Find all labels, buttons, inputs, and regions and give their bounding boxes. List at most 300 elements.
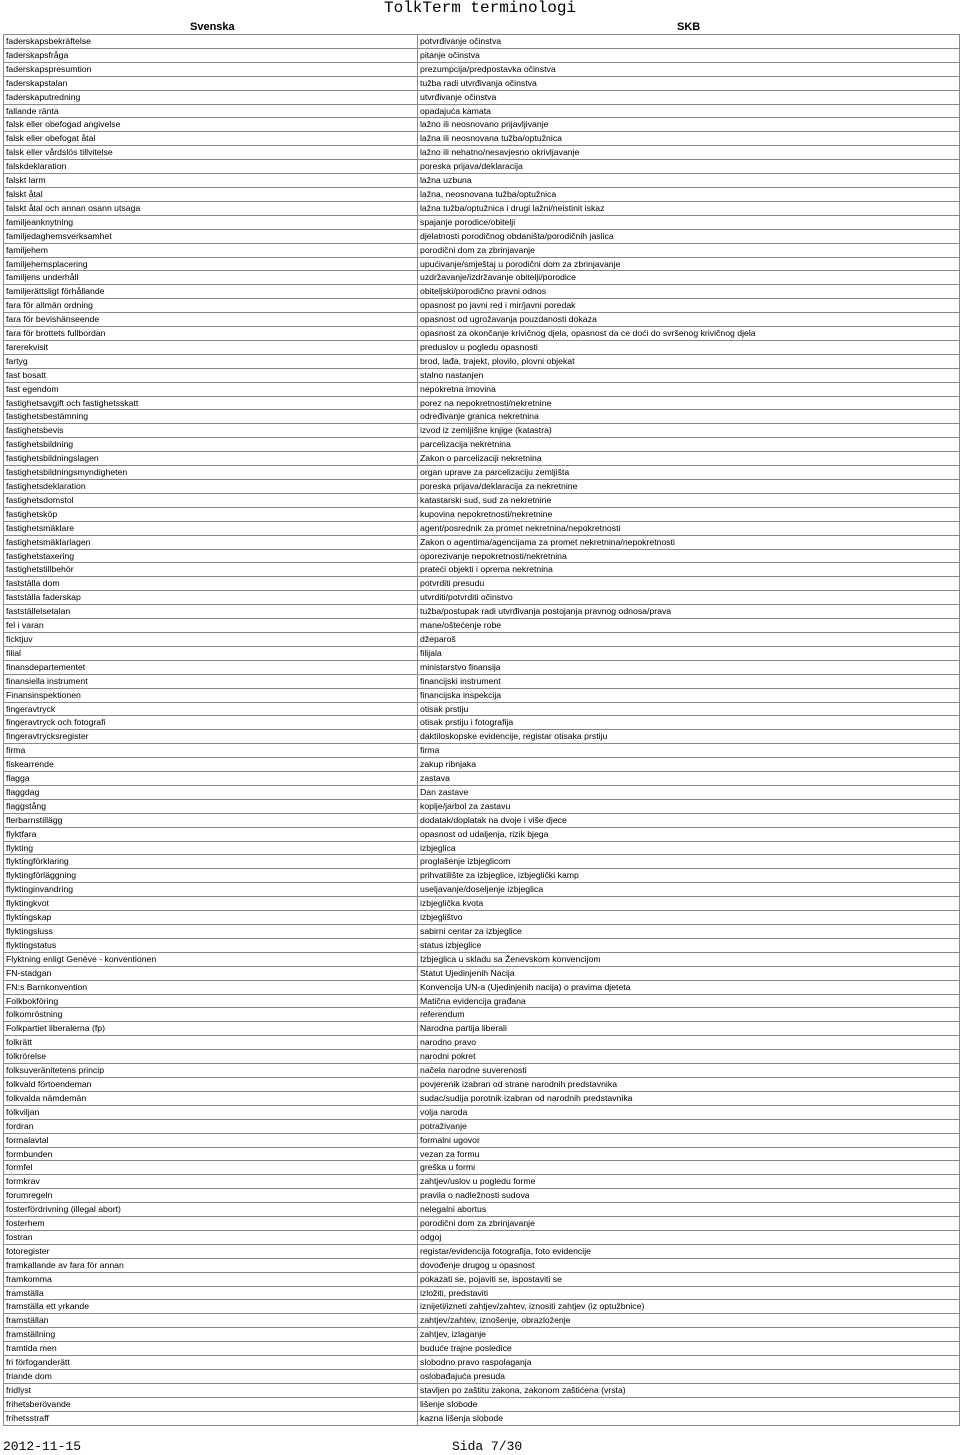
skb-translation: dovođenje drugog u opasnost: [418, 1258, 960, 1272]
skb-translation: zastava: [418, 772, 960, 786]
table-row: [4, 897, 960, 911]
table-row: [4, 980, 960, 994]
table-row: [4, 493, 960, 507]
swedish-term: falskt åtal och annan osann utsaga: [4, 201, 418, 215]
swedish-term: fastställa dom: [4, 577, 418, 591]
table-row: [4, 952, 960, 966]
table-row: [4, 243, 960, 257]
swedish-term: familjens underhåll: [4, 271, 418, 285]
swedish-term: falskdeklaration: [4, 160, 418, 174]
swedish-term: fastighetsmäklare: [4, 521, 418, 535]
table-row: [4, 1383, 960, 1397]
skb-translation: sabirni centar za izbjeglice: [418, 925, 960, 939]
skb-translation: firma: [418, 744, 960, 758]
swedish-term: Finansinspektionen: [4, 688, 418, 702]
swedish-term: Folkbokföring: [4, 994, 418, 1008]
table-row: [4, 118, 960, 132]
skb-translation: tužba radi utvrđivanja očinstva: [418, 76, 960, 90]
table-row: [4, 1189, 960, 1203]
swedish-term: firma: [4, 744, 418, 758]
table-row: [4, 744, 960, 758]
swedish-term: fastighetsköp: [4, 507, 418, 521]
footer-date: 2012-11-15: [3, 1439, 82, 1454]
skb-translation: lažno ili nehatno/nesavjesno okrivljavanje: [418, 146, 960, 160]
swedish-term: familjerättsligt förhållande: [4, 285, 418, 299]
table-row: [4, 271, 960, 285]
skb-translation: referendum: [418, 1008, 960, 1022]
skb-translation: utvrđivanje očinstva: [418, 90, 960, 104]
table-row: [4, 1272, 960, 1286]
skb-translation: načela narodne suverenosti: [418, 1064, 960, 1078]
table-row: [4, 925, 960, 939]
table-row: [4, 187, 960, 201]
table-row: [4, 160, 960, 174]
swedish-term: faderskapspresumtion: [4, 62, 418, 76]
table-row: [4, 1050, 960, 1064]
swedish-term: formkrav: [4, 1175, 418, 1189]
swedish-term: frihetsberövande: [4, 1397, 418, 1411]
skb-translation: određivanje granica nekretnina: [418, 410, 960, 424]
skb-translation: pravila o nadležnosti sudova: [418, 1189, 960, 1203]
table-row: [4, 1175, 960, 1189]
swedish-term: fingeravtrycksregister: [4, 730, 418, 744]
table-row: [4, 340, 960, 354]
swedish-term: flaggstång: [4, 799, 418, 813]
swedish-term: familjehem: [4, 243, 418, 257]
skb-translation: izvod iz zemljišne knjige (katastra): [418, 424, 960, 438]
skb-translation: filijala: [418, 646, 960, 660]
swedish-term: fara för bevishänseende: [4, 313, 418, 327]
table-row: [4, 1147, 960, 1161]
table-row: [4, 535, 960, 549]
skb-translation: oslobađajuća presuda: [418, 1370, 960, 1384]
table-row: [4, 938, 960, 952]
swedish-term: flyktingskap: [4, 911, 418, 925]
table-row: [4, 1300, 960, 1314]
swedish-term: filial: [4, 646, 418, 660]
swedish-term: faderskaputredning: [4, 90, 418, 104]
swedish-term: fri förfoganderätt: [4, 1356, 418, 1370]
swedish-term: fastställa faderskap: [4, 591, 418, 605]
table-row: [4, 1105, 960, 1119]
swedish-term: fosterfördrivning (illegal abort): [4, 1203, 418, 1217]
table-row: [4, 605, 960, 619]
table-row: [4, 396, 960, 410]
swedish-term: fridlyst: [4, 1383, 418, 1397]
swedish-term: folkrörelse: [4, 1050, 418, 1064]
skb-translation: opadajuća kamata: [418, 104, 960, 118]
table-row: [4, 285, 960, 299]
swedish-term: familjeanknytning: [4, 215, 418, 229]
swedish-term: farerekvisit: [4, 340, 418, 354]
column-header-skb: SKB: [677, 21, 701, 33]
skb-translation: prateći objekti i oprema nekretnina: [418, 563, 960, 577]
swedish-term: fostran: [4, 1230, 418, 1244]
skb-translation: koplje/jarbol za zastavu: [418, 799, 960, 813]
table-row: [4, 90, 960, 104]
swedish-term: flyktfara: [4, 827, 418, 841]
skb-translation: izbjeglička kvota: [418, 897, 960, 911]
skb-translation: organ uprave za parcelizaciju zemljišta: [418, 466, 960, 480]
table-row: [4, 382, 960, 396]
table-row: [4, 1008, 960, 1022]
skb-translation: izbjeglica: [418, 841, 960, 855]
table-row: [4, 1091, 960, 1105]
skb-translation: registar/evidencija fotografija, foto evidencije: [418, 1244, 960, 1258]
skb-translation: Izbjeglica u skladu sa Ženevskom konvencijom: [418, 952, 960, 966]
swedish-term: Folkpartiet liberalerna (fp): [4, 1022, 418, 1036]
table-row: [4, 1119, 960, 1133]
table-row: [4, 1133, 960, 1147]
swedish-term: familjedaghemsverksamhet: [4, 229, 418, 243]
skb-translation: potvrđivanje očinstva: [418, 35, 960, 49]
swedish-term: flyktingförklaring: [4, 855, 418, 869]
swedish-term: fastighetsavgift och fastighetsskatt: [4, 396, 418, 410]
swedish-term: friande dom: [4, 1370, 418, 1384]
table-row: [4, 1217, 960, 1231]
skb-translation: financijski instrument: [418, 674, 960, 688]
swedish-term: flagga: [4, 772, 418, 786]
table-row: [4, 758, 960, 772]
swedish-term: folkvalda nämdemän: [4, 1091, 418, 1105]
skb-translation: zahtjev/zahtev, iznošenje, obrazloženje: [418, 1314, 960, 1328]
skb-translation: porodični dom za zbrinjavanje: [418, 243, 960, 257]
table-row: [4, 1411, 960, 1425]
table-row: [4, 354, 960, 368]
swedish-term: familjehemsplacering: [4, 257, 418, 271]
swedish-term: folkomröstning: [4, 1008, 418, 1022]
table-row: [4, 327, 960, 341]
table-row: [4, 549, 960, 563]
skb-translation: dodatak/doplatak na dvoje i više djece: [418, 813, 960, 827]
swedish-term: falsk eller obefogat åtal: [4, 132, 418, 146]
skb-translation: odgoj: [418, 1230, 960, 1244]
skb-translation: lažna tužba/optužnica i drugi lažni/neistinit iskaz: [418, 201, 960, 215]
skb-translation: daktiloskopske evidencije, registar otisaka prstiju: [418, 730, 960, 744]
skb-translation: potvrditi presudu: [418, 577, 960, 591]
table-row: [4, 674, 960, 688]
skb-translation: upućivanje/smještaj u porodični dom za zbrinjavanje: [418, 257, 960, 271]
skb-translation: vezan za formu: [418, 1147, 960, 1161]
swedish-term: fastighetstaxering: [4, 549, 418, 563]
table-row: [4, 563, 960, 577]
swedish-term: falsk eller vårdslös tillvitelse: [4, 146, 418, 160]
table-row: [4, 1370, 960, 1384]
table-row: [4, 716, 960, 730]
table-row: [4, 48, 960, 62]
table-row: [4, 410, 960, 424]
swedish-term: fastighetsbestämning: [4, 410, 418, 424]
skb-translation: katastarski sud, sud za nekretnine: [418, 493, 960, 507]
table-row: [4, 1161, 960, 1175]
table-row: [4, 688, 960, 702]
swedish-term: framställning: [4, 1328, 418, 1342]
swedish-term: falskt larm: [4, 174, 418, 188]
skb-translation: formalni ugovor: [418, 1133, 960, 1147]
skb-translation: prezumpcija/predpostavka očinstva: [418, 62, 960, 76]
swedish-term: flyktingkvot: [4, 897, 418, 911]
swedish-term: faderskapsbekräftelse: [4, 35, 418, 49]
table-row: [4, 883, 960, 897]
table-row: [4, 702, 960, 716]
swedish-term: fastighetsbildningsmyndigheten: [4, 466, 418, 480]
skb-translation: kazna lišenja slobode: [418, 1411, 960, 1425]
swedish-term: fel i varan: [4, 619, 418, 633]
skb-translation: zahtjev/uslov u pogledu forme: [418, 1175, 960, 1189]
skb-translation: Zakon o agentima/agencijama za promet nekretnina/nepokretnosti: [418, 535, 960, 549]
table-row: [4, 994, 960, 1008]
swedish-term: finansdepartementet: [4, 660, 418, 674]
skb-translation: useljavanje/doseljenje izbjeglica: [418, 883, 960, 897]
table-row: [4, 1258, 960, 1272]
skb-translation: tužba/postupak radi utvrđivanja postojanja pravnog odnosa/prava: [418, 605, 960, 619]
skb-translation: Konvencija UN-a (Ujedinjenih nacija) o pravima djeteta: [418, 980, 960, 994]
swedish-term: fastighetsdomstol: [4, 493, 418, 507]
table-row: [4, 62, 960, 76]
swedish-term: falskt åtal: [4, 187, 418, 201]
skb-translation: poreska prijava/deklaracija za nekretnine: [418, 480, 960, 494]
swedish-term: faderskapsfråga: [4, 48, 418, 62]
skb-translation: greška u formi: [418, 1161, 960, 1175]
swedish-term: folkviljan: [4, 1105, 418, 1119]
skb-translation: lažna uzbuna: [418, 174, 960, 188]
skb-translation: lišenje slobode: [418, 1397, 960, 1411]
swedish-term: fast bosatt: [4, 368, 418, 382]
table-row: [4, 1064, 960, 1078]
skb-translation: oporezivanje nepokretnosti/nekretnina: [418, 549, 960, 563]
column-header-svenska: Svenska: [190, 21, 235, 33]
swedish-term: fastighetsbildningslagen: [4, 452, 418, 466]
table-row: [4, 591, 960, 605]
table-row: [4, 855, 960, 869]
table-row: [4, 466, 960, 480]
swedish-term: finansiella instrument: [4, 674, 418, 688]
table-row: [4, 577, 960, 591]
swedish-term: formfel: [4, 1161, 418, 1175]
swedish-term: flyktingstatus: [4, 938, 418, 952]
swedish-term: forumregeln: [4, 1189, 418, 1203]
swedish-term: folkrätt: [4, 1036, 418, 1050]
table-row: [4, 229, 960, 243]
skb-translation: Narodna partija liberali: [418, 1022, 960, 1036]
swedish-term: fordran: [4, 1119, 418, 1133]
document-title: TolkTerm terminologi: [383, 0, 577, 17]
table-row: [4, 104, 960, 118]
table-row: [4, 368, 960, 382]
table-row: [4, 1286, 960, 1300]
swedish-term: fastighetsmäklarlagen: [4, 535, 418, 549]
skb-translation: pitanje očinstva: [418, 48, 960, 62]
table-row: [4, 1230, 960, 1244]
skb-translation: opasnost po javni red i mir/javni poredak: [418, 299, 960, 313]
skb-translation: opasnost od udaljenja, rizik bjega: [418, 827, 960, 841]
table-row: [4, 174, 960, 188]
skb-translation: potraživanje: [418, 1119, 960, 1133]
skb-translation: iznijeti/izneti zahtjev/zahtev, iznositi zahtjev (iz optužbnice): [418, 1300, 960, 1314]
skb-translation: utvrditi/potvrditi očinstvo: [418, 591, 960, 605]
table-row: [4, 1244, 960, 1258]
table-row: [4, 911, 960, 925]
swedish-term: fast egendom: [4, 382, 418, 396]
table-row: [4, 869, 960, 883]
table-row: [4, 215, 960, 229]
swedish-term: fara för allmän ordning: [4, 299, 418, 313]
skb-translation: brod, lađa, trajekt, plovilo, plovni objekat: [418, 354, 960, 368]
swedish-term: folkvald förtoendeman: [4, 1077, 418, 1091]
swedish-term: fastställelsetalan: [4, 605, 418, 619]
swedish-term: framtida men: [4, 1342, 418, 1356]
table-row: [4, 452, 960, 466]
table-row: [4, 201, 960, 215]
table-row: [4, 966, 960, 980]
skb-translation: obiteljski/porodično pravni odnos: [418, 285, 960, 299]
skb-translation: otisak prstiju i fotografija: [418, 716, 960, 730]
swedish-term: fiskearrende: [4, 758, 418, 772]
swedish-term: fastighetsbildning: [4, 438, 418, 452]
skb-translation: financijska inspekcija: [418, 688, 960, 702]
swedish-term: framställa: [4, 1286, 418, 1300]
table-row: [4, 521, 960, 535]
swedish-term: fotoregister: [4, 1244, 418, 1258]
swedish-term: formalavtal: [4, 1133, 418, 1147]
swedish-term: formbunden: [4, 1147, 418, 1161]
table-row: [4, 299, 960, 313]
skb-translation: izložiti, predstaviti: [418, 1286, 960, 1300]
table-row: [4, 646, 960, 660]
skb-translation: narodni pokret: [418, 1050, 960, 1064]
swedish-term: flyktinginvandring: [4, 883, 418, 897]
swedish-term: framkallande av fara för annan: [4, 1258, 418, 1272]
skb-translation: spajanje porodice/obitelji: [418, 215, 960, 229]
table-row: [4, 313, 960, 327]
table-row: [4, 1036, 960, 1050]
swedish-term: frihetsstraff: [4, 1411, 418, 1425]
table-row: [4, 507, 960, 521]
skb-translation: poreska prijava/deklaracija: [418, 160, 960, 174]
table-row: [4, 841, 960, 855]
swedish-term: fastighetsdeklaration: [4, 480, 418, 494]
swedish-term: folksuveränitetens princip: [4, 1064, 418, 1078]
swedish-term: flerbarnstillägg: [4, 813, 418, 827]
skb-translation: zahtjev, izlaganje: [418, 1328, 960, 1342]
table-row: [4, 257, 960, 271]
skb-translation: preduslov u pogledu opasnosti: [418, 340, 960, 354]
terminology-table: [3, 34, 960, 1426]
table-row: [4, 772, 960, 786]
table-row: [4, 799, 960, 813]
swedish-term: fosterhem: [4, 1217, 418, 1231]
skb-translation: buduće trajne posledice: [418, 1342, 960, 1356]
table-row: [4, 1397, 960, 1411]
skb-translation: kupovina nepokretnosti/nekretnine: [418, 507, 960, 521]
swedish-term: Flyktning enligt Genève - konventionen: [4, 952, 418, 966]
table-row: [4, 1356, 960, 1370]
table-row: [4, 132, 960, 146]
skb-translation: ministarstvo finansija: [418, 660, 960, 674]
footer-page-number: Sida 7/30: [452, 1439, 523, 1454]
skb-translation: lažno ili neosnovano prijavljivanje: [418, 118, 960, 132]
skb-translation: slobodno pravo raspolaganja: [418, 1356, 960, 1370]
skb-translation: status izbjeglice: [418, 938, 960, 952]
table-row: [4, 785, 960, 799]
skb-translation: porodični dom za zbrinjavanje: [418, 1217, 960, 1231]
swedish-term: framställan: [4, 1314, 418, 1328]
swedish-term: fartyg: [4, 354, 418, 368]
table-row: [4, 730, 960, 744]
table-row: [4, 480, 960, 494]
skb-translation: narodno pravo: [418, 1036, 960, 1050]
swedish-term: flykting: [4, 841, 418, 855]
skb-translation: volja naroda: [418, 1105, 960, 1119]
skb-translation: pokazati se, pojaviti se, ispostaviti se: [418, 1272, 960, 1286]
swedish-term: ficktjuv: [4, 632, 418, 646]
swedish-term: FN-stadgan: [4, 966, 418, 980]
skb-translation: lažna, neosnovana tužba/optužnica: [418, 187, 960, 201]
skb-translation: prihvatilište za izbjeglice, izbjeglički kamp: [418, 869, 960, 883]
skb-translation: Matična evidencija građana: [418, 994, 960, 1008]
swedish-term: flyktingförläggning: [4, 869, 418, 883]
swedish-term: FN:s Barnkonvention: [4, 980, 418, 994]
swedish-term: fastighetstillbehör: [4, 563, 418, 577]
swedish-term: flyktingsluss: [4, 925, 418, 939]
skb-translation: uzdržavanje/izdržavanje obitelji/porodice: [418, 271, 960, 285]
skb-translation: proglašenje izbjeglicom: [418, 855, 960, 869]
table-row: [4, 827, 960, 841]
skb-translation: izbjeglištvo: [418, 911, 960, 925]
skb-translation: zakup ribnjaka: [418, 758, 960, 772]
table-row: [4, 424, 960, 438]
skb-translation: parcelizacija nekretnina: [418, 438, 960, 452]
swedish-term: fingeravtryck och fotografi: [4, 716, 418, 730]
skb-translation: nelegalni abortus: [418, 1203, 960, 1217]
table-row: [4, 632, 960, 646]
swedish-term: fara för brottets fullbordan: [4, 327, 418, 341]
swedish-term: flaggdag: [4, 785, 418, 799]
table-row: [4, 619, 960, 633]
swedish-term: fingeravtryck: [4, 702, 418, 716]
skb-translation: porez na nepokretnosti/nekretnine: [418, 396, 960, 410]
skb-translation: mane/oštećenje robe: [418, 619, 960, 633]
table-row: [4, 146, 960, 160]
table-row: [4, 1328, 960, 1342]
table-row: [4, 1314, 960, 1328]
table-row: [4, 35, 960, 49]
table-row: [4, 1077, 960, 1091]
swedish-term: fallande ränta: [4, 104, 418, 118]
swedish-term: faderskapstalan: [4, 76, 418, 90]
skb-translation: Zakon o parcelizaciji nekretnina: [418, 452, 960, 466]
table-row: [4, 1022, 960, 1036]
skb-translation: stalno nastanjen: [418, 368, 960, 382]
table-row: [4, 1342, 960, 1356]
swedish-term: falsk eller obefogad angivelse: [4, 118, 418, 132]
table-row: [4, 660, 960, 674]
swedish-term: framställa ett yrkande: [4, 1300, 418, 1314]
table-row: [4, 813, 960, 827]
skb-translation: sudac/sudija porotnik izabran od narodnih predstavnika: [418, 1091, 960, 1105]
terminology-table-body: [4, 35, 960, 1426]
skb-translation: lažna ili neosnovana tužba/optužnica: [418, 132, 960, 146]
swedish-term: framkomma: [4, 1272, 418, 1286]
skb-translation: stavljen po zaštitu zakona, zakonom zaštićena (vrsta): [418, 1383, 960, 1397]
skb-translation: nepokretna imovina: [418, 382, 960, 396]
skb-translation: agent/posrednik za promet nekretnina/nepokretnosti: [418, 521, 960, 535]
skb-translation: Statut Ujedinjenih Nacija: [418, 966, 960, 980]
skb-translation: Dan zastave: [418, 785, 960, 799]
table-row: [4, 1203, 960, 1217]
table-row: [4, 76, 960, 90]
skb-translation: povjerenik izabran od strane narodnih predstavnika: [418, 1077, 960, 1091]
